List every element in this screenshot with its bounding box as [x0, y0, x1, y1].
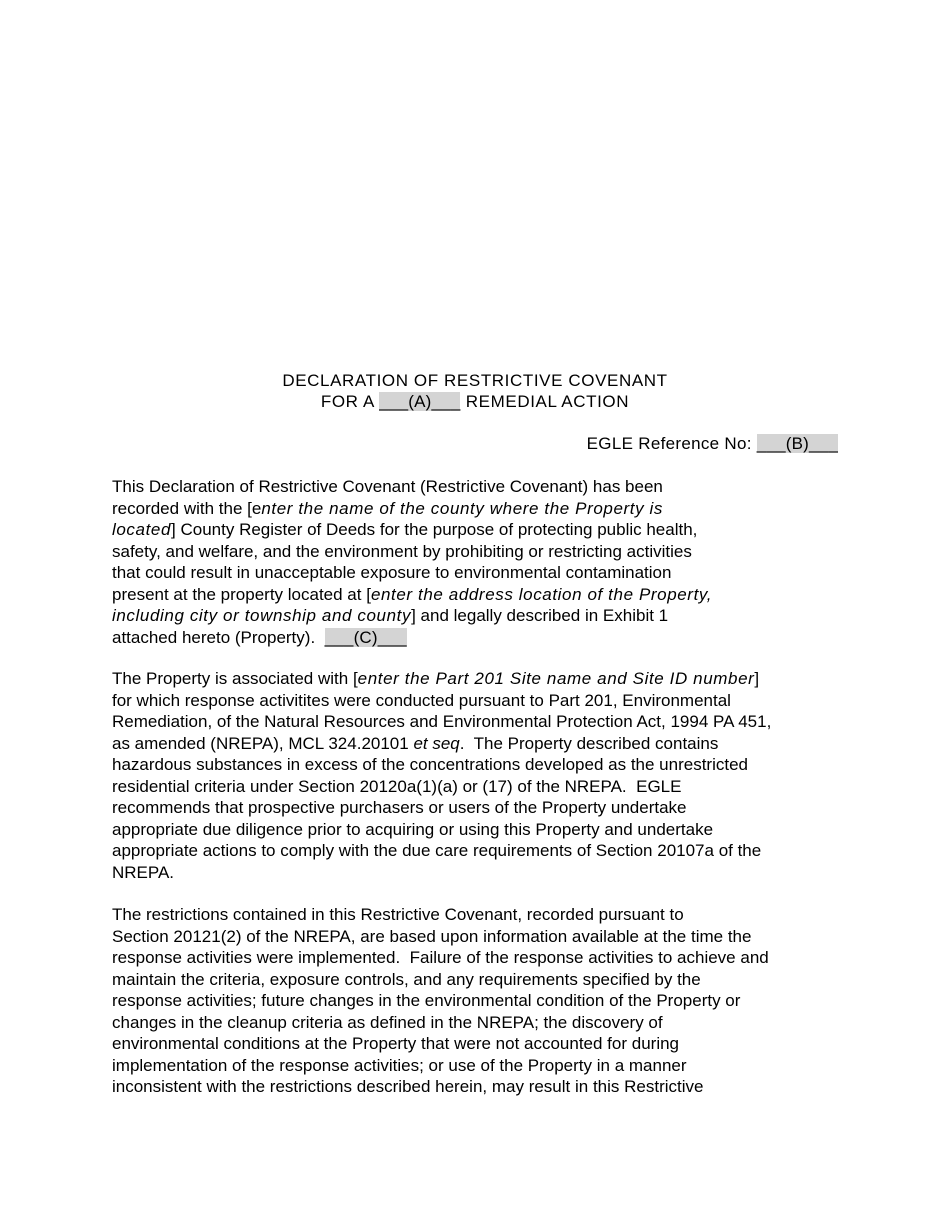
form-field-c[interactable]: ___(C)___: [324, 627, 407, 647]
latin-et-seq: et seq: [413, 733, 460, 753]
text-line: hazardous substances in excess of the concentrations developed as the unrestricted: [112, 755, 748, 774]
text-line: This Declaration of Restrictive Covenant (Restrictive Covenant) has been: [112, 477, 663, 496]
text-run: attached hereto (Property).: [112, 627, 325, 647]
text-line: [112, 668, 842, 690]
text-line: [112, 519, 842, 541]
placeholder-county: nter the name of the county where the Property is: [261, 498, 664, 518]
text-line: environmental conditions at the Property that were not accounted for during: [112, 1034, 680, 1053]
reference-label: EGLE Reference No:: [586, 434, 757, 453]
document-title: [0, 370, 950, 412]
text-line: inconsistent with the restrictions described herein, may result in this Restrictive: [112, 1077, 704, 1096]
text-line: The restrictions contained in this Restrictive Covenant, recorded pursuant to: [112, 905, 684, 924]
paragraph-intro: [112, 476, 842, 648]
text-line: [112, 627, 842, 649]
text-line: implementation of the response activities; or use of the Property in a manner: [112, 1055, 687, 1075]
text-run: present at the property located at [: [112, 584, 371, 604]
text-line: [112, 605, 842, 627]
form-field-a[interactable]: ___(A)___: [379, 392, 461, 411]
text-line: that could result in unacceptable exposure to environmental contamination: [112, 563, 672, 582]
text-line: [112, 733, 842, 755]
text-run: as amended (NREPA), MCL 324.20101: [112, 733, 414, 753]
placeholder-address-end: including city or township and county: [112, 606, 412, 625]
text-line: [112, 584, 842, 606]
text-line: Section 20121(2) of the NREPA, are based upon information available at the time the: [112, 926, 752, 946]
text-line: response activities were implemented. Failure of the response activities to achieve and: [112, 948, 769, 967]
paragraph-restrictions: [112, 904, 842, 1098]
text-run: recorded with the [e: [112, 498, 262, 518]
form-field-b[interactable]: ___(B)___: [756, 434, 838, 453]
text-run: ] and legally described in Exhibit 1: [411, 606, 669, 625]
text-line: safety, and welfare, and the environment by prohibiting or restricting activities: [112, 541, 692, 561]
text-line: appropriate due diligence prior to acquiring or using this Property and undertake: [112, 819, 714, 839]
text-line: response activities; future changes in the environmental condition of the Property or: [112, 991, 741, 1010]
placeholder-site-name: enter the Part 201 Site name and Site ID number: [357, 669, 755, 688]
text-run: . The Property described contains: [459, 733, 719, 753]
text-line: for which response activitites were conducted pursuant to Part 201, Environmental: [112, 690, 731, 710]
placeholder-county-end: located: [112, 520, 172, 539]
text-run: ] County Register of Deeds for the purpose of protecting public health,: [171, 520, 698, 539]
text-run: The Property is associated with [: [112, 669, 358, 688]
text-line: appropriate actions to comply with the due care requirements of Section 20107a of the: [112, 841, 762, 860]
title-line-1: DECLARATION OF RESTRICTIVE COVENANT: [282, 371, 668, 390]
placeholder-address: enter the address location of the Property,: [370, 584, 713, 604]
title-line-2: [0, 391, 950, 412]
title-suffix: REMEDIAL ACTION: [460, 392, 630, 411]
egle-reference: [587, 433, 838, 454]
text-run: ]: [754, 669, 760, 688]
text-line: Remediation, of the Natural Resources and Environmental Protection Act, 1994 PA 451,: [112, 712, 772, 731]
text-line: NREPA.: [112, 862, 175, 882]
text-line: residential criteria under Section 20120a(1)(a) or (17) of the NREPA. EGLE: [112, 776, 682, 796]
title-prefix: FOR A: [320, 392, 380, 411]
text-line: recommends that prospective purchasers or users of the Property undertake: [112, 798, 687, 817]
paragraph-site-association: [112, 668, 842, 883]
text-line: maintain the criteria, exposure controls, and any requirements specified by the: [112, 969, 701, 989]
text-line: changes in the cleanup criteria as defined in the NREPA; the discovery of: [112, 1012, 663, 1032]
text-line: [112, 498, 842, 520]
